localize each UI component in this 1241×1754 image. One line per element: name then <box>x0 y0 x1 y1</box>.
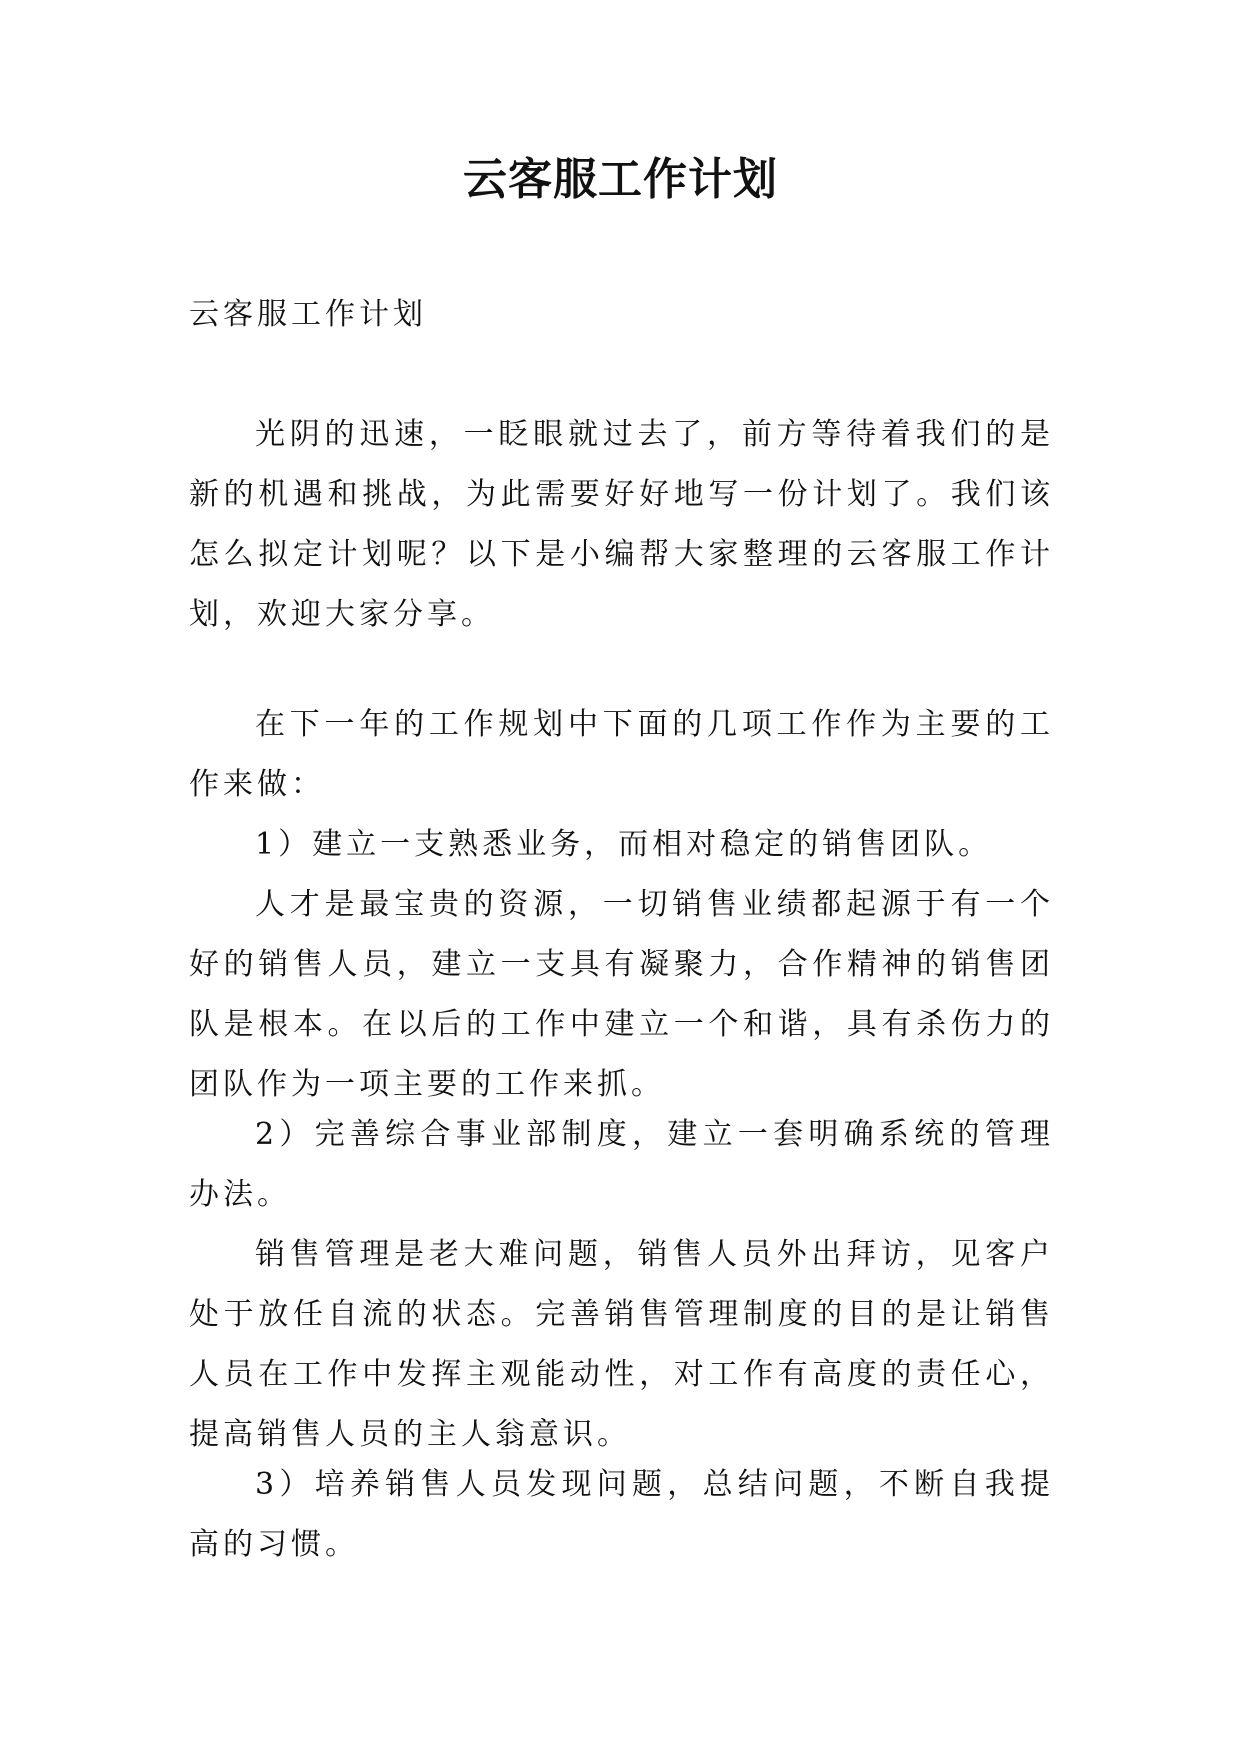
paragraph-intro: 光阴的迅速，一眨眼就过去了，前方等待着我们的是新的机遇和挑战，为此需要好好地写一份计划了。我们该怎么拟定计划呢？以下是小编帮大家整理的云客服工作计划，欢迎大家分享。 <box>189 417 1054 632</box>
paragraph-item-1: 1）建立一支熟悉业务，而相对稳定的销售团队。 <box>255 827 993 862</box>
paragraph-item-3: 3）培养销售人员发现问题，总结问题，不断自我提高的习惯。 <box>189 1467 1054 1562</box>
paragraph-team: 人才是最宝贵的资源，一切销售业绩都起源于有一个好的销售人员，建立一支具有凝聚力，合作精神的销售团队是根本。在以后的工作中建立一个和谐，具有杀伤力的团队作为一项主要的工作来抓。 <box>189 887 1054 1102</box>
document-title: 云客服工作计划 <box>463 154 778 205</box>
paragraph-plan-overview: 在下一年的工作规划中下面的几项工作作为主要的工作来做： <box>189 707 1054 802</box>
paragraph-item-2: 2）完善综合事业部制度，建立一套明确系统的管理办法。 <box>189 1117 1054 1212</box>
paragraph-management: 销售管理是老大难问题，销售人员外出拜访，见客户处于放任自流的状态。完善销售管理制度的目的是让销售人员在工作中发挥主观能动性，对工作有高度的责任心，提高销售人员的主人翁意识。 <box>189 1237 1054 1452</box>
document-subtitle: 云客服工作计划 <box>189 297 427 332</box>
